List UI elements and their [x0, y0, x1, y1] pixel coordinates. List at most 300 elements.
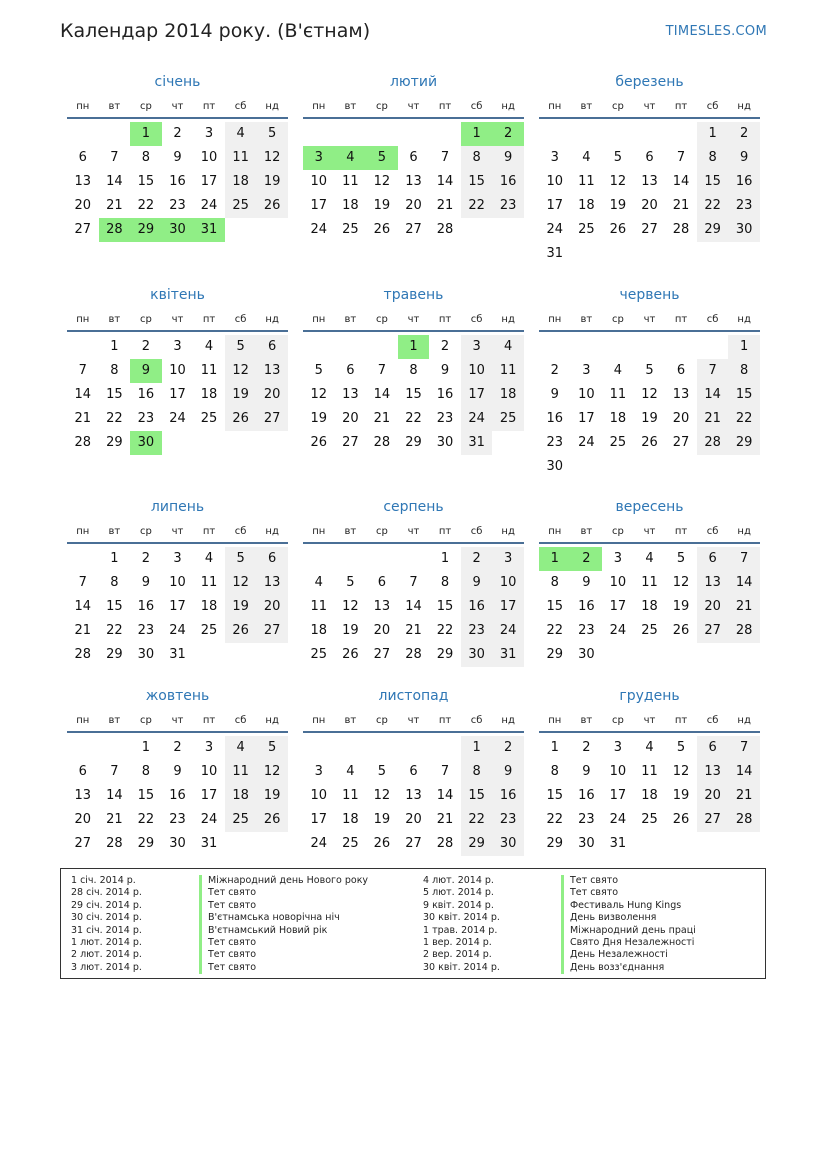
weekday-label: пн: [76, 715, 90, 726]
legend-date: 31 січ. 2014 р.: [71, 924, 142, 936]
legend-holiday-name: Тет свято: [199, 900, 368, 912]
day-cell: 24: [578, 435, 595, 450]
legend-date: 28 січ. 2014 р.: [71, 887, 142, 899]
day-cell: 21: [672, 198, 690, 213]
weekday-header: [303, 524, 524, 544]
empty-cell: [303, 736, 335, 760]
day-cell: 2: [550, 363, 559, 378]
day-cell: 3: [550, 150, 559, 165]
day-cell: 7: [728, 736, 760, 760]
month-name: січень: [154, 74, 201, 90]
weekday-label: сб: [470, 715, 483, 726]
month-name: листопад: [378, 688, 449, 704]
day-cell: 10: [492, 571, 524, 595]
day-cell: 31: [200, 836, 218, 851]
day-cell: 1: [110, 551, 119, 566]
day-cell: 18: [609, 411, 627, 426]
day-cell: 5: [346, 575, 355, 590]
holiday-day-cell: 31: [193, 218, 225, 242]
weekday-label: чт: [171, 715, 184, 726]
day-cell: 19: [225, 595, 257, 619]
weekday-label: вт: [108, 101, 121, 112]
day-cell: 12: [641, 387, 658, 402]
legend-holiday-name: День возз'єднання: [561, 962, 696, 974]
day-cell: 14: [436, 788, 454, 803]
month-name: березень: [615, 74, 684, 90]
day-cell: 6: [645, 150, 654, 165]
day-cell: 28: [728, 619, 760, 643]
day-cell: 12: [373, 174, 391, 189]
holiday-day-cell: 28: [99, 218, 131, 242]
day-cell: 2: [141, 551, 151, 566]
weekday-label: сб: [706, 314, 719, 325]
day-cell: 22: [546, 623, 564, 638]
legend-date: 30 квіт. 2014 р.: [423, 912, 500, 924]
empty-cell: [398, 736, 430, 760]
day-cell: 15: [546, 788, 564, 803]
weekday-label: вт: [580, 526, 593, 537]
day-cell: 8: [110, 575, 119, 590]
day-cell: 4: [346, 764, 355, 779]
day-cell: 24: [200, 198, 218, 213]
month-name: травень: [383, 287, 444, 303]
empty-cell: [665, 122, 697, 146]
day-cell: 9: [492, 760, 524, 784]
legend-holiday-name: В'єтнамська новорічна ніч: [199, 912, 368, 924]
day-cell: 7: [377, 363, 387, 378]
day-cell: 21: [436, 812, 454, 827]
day-cell: 4: [204, 551, 214, 566]
day-cell: 8: [461, 146, 493, 170]
day-cell: 11: [609, 387, 627, 402]
month-block: [539, 498, 760, 667]
day-cell: 21: [74, 411, 92, 426]
day-cell: 16: [461, 595, 493, 619]
weekday-label: пт: [202, 715, 216, 726]
day-grid: [539, 122, 760, 266]
day-cell: 3: [582, 363, 591, 378]
day-cell: 18: [578, 198, 595, 213]
day-cell: 17: [310, 812, 328, 827]
day-cell: 29: [546, 647, 564, 662]
day-cell: 27: [373, 647, 391, 662]
day-cell: 28: [672, 222, 690, 237]
legend-date: 2 лют. 2014 р.: [71, 949, 142, 961]
day-cell: 15: [137, 174, 155, 189]
day-cell: 11: [641, 575, 658, 590]
day-cell: 14: [74, 599, 92, 614]
weekday-label: чт: [643, 526, 656, 537]
day-cell: 9: [492, 146, 524, 170]
day-cell: 3: [204, 740, 214, 755]
day-cell: 28: [373, 435, 391, 450]
weekday-label: ср: [611, 526, 624, 537]
day-cell: 23: [492, 808, 524, 832]
day-cell: 18: [200, 599, 218, 614]
day-cell: 10: [461, 359, 493, 383]
day-cell: 28: [405, 647, 422, 662]
legend-holiday-name: Свято Дня Незалежності: [561, 937, 696, 949]
day-cell: 28: [436, 836, 454, 851]
legend-holiday-name: Міжнародний день Нового року: [199, 875, 368, 887]
weekday-label: ср: [139, 715, 152, 726]
empty-cell: [67, 335, 99, 359]
legend-dates-col-2: [423, 875, 500, 974]
legend-holiday-name: Тет свято: [199, 937, 368, 949]
day-cell: 30: [492, 832, 524, 856]
day-cell: 2: [582, 740, 591, 755]
weekday-label: сб: [234, 314, 247, 325]
day-cell: 25: [200, 623, 218, 638]
day-cell: 29: [546, 836, 564, 851]
month-name: лютий: [389, 74, 438, 90]
weekday-label: вт: [580, 101, 593, 112]
holiday-day-cell: 29: [130, 218, 162, 242]
day-cell: 22: [106, 411, 123, 426]
day-cell: 25: [310, 647, 328, 662]
day-cell: 20: [342, 411, 359, 426]
day-cell: 17: [200, 174, 218, 189]
empty-cell: [429, 122, 461, 146]
day-cell: 23: [546, 435, 564, 450]
empty-cell: [335, 736, 367, 760]
day-cell: 10: [310, 174, 328, 189]
weekday-label: сб: [706, 101, 719, 112]
day-cell: 11: [310, 599, 328, 614]
day-cell: 15: [106, 599, 123, 614]
day-cell: 27: [697, 808, 729, 832]
day-cell: 10: [546, 174, 564, 189]
day-cell: 7: [110, 150, 119, 165]
day-cell: 4: [613, 363, 623, 378]
day-cell: 22: [728, 407, 760, 431]
weekday-label: нд: [501, 101, 515, 112]
legend-holiday-name: В'єтнамський Новий рік: [199, 925, 368, 937]
weekday-label: пт: [674, 314, 688, 325]
day-cell: 5: [645, 363, 654, 378]
day-cell: 22: [405, 411, 422, 426]
day-cell: 11: [342, 788, 359, 803]
day-cell: 14: [74, 387, 92, 402]
weekday-label: ср: [611, 101, 624, 112]
day-grid: [67, 335, 288, 455]
day-cell: 24: [310, 836, 328, 851]
month-block: [539, 687, 760, 856]
legend-date: 5 лют. 2014 р.: [423, 887, 494, 899]
day-cell: 25: [225, 194, 257, 218]
day-cell: 28: [74, 647, 92, 662]
weekday-label: чт: [407, 101, 420, 112]
weekday-label: чт: [407, 526, 420, 537]
day-cell: 3: [492, 547, 524, 571]
empty-cell: [571, 335, 603, 359]
day-cell: 26: [225, 407, 257, 431]
weekday-header: [67, 713, 288, 733]
empty-cell: [398, 547, 430, 571]
day-cell: 24: [169, 623, 186, 638]
day-cell: 22: [436, 623, 454, 638]
day-cell: 13: [74, 174, 92, 189]
weekday-label: пт: [438, 314, 452, 325]
day-cell: 3: [314, 764, 323, 779]
weekday-label: ср: [375, 715, 388, 726]
day-cell: 17: [546, 198, 564, 213]
day-cell: 17: [169, 599, 186, 614]
day-cell: 19: [310, 411, 328, 426]
month-name: липень: [150, 499, 205, 515]
weekday-label: сб: [706, 715, 719, 726]
day-cell: 13: [641, 174, 658, 189]
weekday-label: пн: [548, 526, 562, 537]
day-cell: 11: [200, 363, 218, 378]
day-cell: 27: [405, 836, 422, 851]
site-link[interactable]: TIMESLES.COM: [665, 24, 767, 39]
day-cell: 2: [141, 339, 151, 354]
weekday-label: ср: [611, 314, 624, 325]
day-cell: 26: [672, 812, 690, 827]
empty-cell: [602, 335, 634, 359]
month-block: [539, 286, 760, 479]
day-cell: 16: [169, 788, 186, 803]
day-cell: 27: [672, 435, 690, 450]
day-cell: 26: [373, 222, 391, 237]
day-cell: 18: [641, 599, 658, 614]
weekday-label: вт: [580, 715, 593, 726]
day-cell: 7: [728, 547, 760, 571]
day-cell: 22: [546, 812, 564, 827]
day-cell: 30: [461, 643, 493, 667]
empty-cell: [539, 335, 571, 359]
day-cell: 13: [256, 571, 288, 595]
day-cell: 20: [697, 595, 729, 619]
weekday-header: [539, 312, 760, 332]
day-cell: 16: [728, 170, 760, 194]
day-cell: 7: [78, 363, 87, 378]
day-cell: 22: [137, 198, 155, 213]
day-grid: [303, 335, 524, 455]
weekday-label: ср: [611, 715, 624, 726]
day-cell: 14: [373, 387, 391, 402]
day-cell: 12: [256, 146, 288, 170]
legend-date: 1 вер. 2014 р.: [423, 936, 492, 948]
day-cell: 26: [342, 647, 359, 662]
day-cell: 30: [546, 459, 564, 474]
day-cell: 2: [173, 126, 182, 141]
weekday-label: пн: [548, 101, 562, 112]
month-block: [303, 687, 524, 856]
day-cell: 13: [697, 760, 729, 784]
legend-date: 4 лют. 2014 р.: [423, 875, 494, 886]
weekday-label: пн: [76, 526, 90, 537]
day-cell: 2: [173, 740, 182, 755]
day-cell: 13: [342, 387, 359, 402]
weekday-header: [539, 99, 760, 119]
day-cell: 11: [492, 359, 524, 383]
day-cell: 27: [256, 407, 288, 431]
day-cell: 6: [256, 547, 288, 571]
weekday-label: нд: [737, 314, 751, 325]
day-cell: 8: [550, 764, 559, 779]
legend-date: 30 січ. 2014 р.: [71, 912, 142, 924]
day-cell: 18: [342, 812, 359, 827]
day-cell: 14: [106, 174, 123, 189]
weekday-label: нд: [265, 101, 279, 112]
day-cell: 12: [225, 571, 257, 595]
day-cell: 9: [173, 150, 182, 165]
day-cell: 24: [546, 222, 564, 237]
day-cell: 2: [440, 339, 450, 354]
empty-cell: [366, 335, 398, 359]
day-cell: 19: [225, 383, 257, 407]
day-cell: 17: [461, 383, 493, 407]
day-cell: 7: [697, 359, 729, 383]
legend-names-col-1: [199, 875, 368, 974]
weekday-label: сб: [470, 314, 483, 325]
day-cell: 29: [461, 832, 493, 856]
day-cell: 12: [672, 575, 690, 590]
day-cell: 19: [256, 784, 288, 808]
day-cell: 25: [342, 222, 359, 237]
legend-holiday-name: Міжнародний день праці: [561, 925, 696, 937]
day-cell: 9: [461, 571, 493, 595]
legend-date: 1 трав. 2014 р.: [423, 924, 498, 936]
day-cell: 17: [609, 599, 627, 614]
weekday-label: пн: [312, 715, 326, 726]
day-cell: 26: [373, 836, 391, 851]
weekday-label: вт: [108, 526, 121, 537]
legend-date: 9 квіт. 2014 р.: [423, 899, 494, 911]
empty-cell: [303, 122, 335, 146]
weekday-label: вт: [344, 526, 357, 537]
weekday-header: [303, 312, 524, 332]
day-cell: 30: [578, 836, 595, 851]
day-cell: 6: [676, 363, 686, 378]
day-cell: 1: [440, 551, 450, 566]
day-cell: 7: [440, 764, 450, 779]
weekday-label: нд: [265, 715, 279, 726]
month-block: [67, 687, 288, 856]
weekday-label: вт: [108, 715, 121, 726]
day-cell: 21: [697, 407, 729, 431]
day-cell: 15: [546, 599, 564, 614]
day-cell: 11: [200, 575, 218, 590]
day-cell: 19: [672, 599, 690, 614]
month-name: серпень: [383, 499, 444, 515]
day-cell: 14: [728, 571, 760, 595]
day-cell: 26: [310, 435, 328, 450]
day-cell: 10: [609, 764, 627, 779]
day-cell: 26: [256, 194, 288, 218]
day-cell: 26: [641, 435, 658, 450]
weekday-label: вт: [344, 314, 357, 325]
legend-holiday-name: Тет свято: [199, 949, 368, 961]
day-cell: 4: [645, 740, 654, 755]
day-cell: 20: [672, 411, 690, 426]
month-name: вересень: [615, 499, 684, 515]
day-cell: 21: [74, 623, 92, 638]
empty-cell: [335, 335, 367, 359]
day-cell: 6: [697, 736, 729, 760]
empty-cell: [335, 122, 367, 146]
weekday-label: ср: [139, 526, 152, 537]
empty-cell: [665, 335, 697, 359]
day-cell: 4: [582, 150, 591, 165]
holiday-day-cell: 4: [335, 146, 367, 170]
day-cell: 4: [204, 339, 214, 354]
weekday-label: вт: [344, 101, 357, 112]
day-cell: 11: [225, 760, 257, 784]
day-cell: 18: [492, 383, 524, 407]
day-cell: 31: [169, 647, 186, 662]
day-cell: 22: [697, 194, 729, 218]
day-cell: 25: [609, 435, 627, 450]
weekday-label: сб: [470, 101, 483, 112]
day-cell: 15: [405, 387, 422, 402]
day-cell: 5: [256, 736, 288, 760]
day-cell: 10: [169, 363, 186, 378]
weekday-label: пт: [438, 526, 452, 537]
day-cell: 6: [409, 150, 418, 165]
day-cell: 21: [106, 198, 123, 213]
day-cell: 19: [641, 411, 658, 426]
legend-date: 3 лют. 2014 р.: [71, 961, 142, 973]
legend-holiday-name: День визволення: [561, 912, 696, 924]
day-cell: 10: [169, 575, 186, 590]
day-cell: 16: [436, 387, 454, 402]
day-cell: 9: [582, 575, 591, 590]
day-cell: 2: [461, 547, 493, 571]
weekday-label: нд: [501, 526, 515, 537]
month-block: [539, 73, 760, 266]
weekday-label: нд: [265, 314, 279, 325]
day-cell: 29: [137, 836, 155, 851]
empty-cell: [602, 122, 634, 146]
weekday-label: сб: [234, 715, 247, 726]
day-cell: 12: [373, 788, 391, 803]
holiday-day-cell: 30: [130, 431, 162, 455]
day-cell: 24: [310, 222, 328, 237]
day-cell: 1: [697, 122, 729, 146]
day-cell: 10: [200, 764, 218, 779]
empty-cell: [539, 122, 571, 146]
day-cell: 18: [225, 170, 257, 194]
weekday-header: [303, 713, 524, 733]
weekday-label: ср: [375, 526, 388, 537]
day-cell: 26: [672, 623, 690, 638]
day-cell: 6: [697, 547, 729, 571]
day-cell: 18: [200, 387, 218, 402]
day-cell: 15: [697, 170, 729, 194]
day-cell: 18: [310, 623, 328, 638]
weekday-label: нд: [265, 526, 279, 537]
day-grid: [539, 335, 760, 479]
day-cell: 20: [256, 595, 288, 619]
legend-holiday-name: Тет свято: [199, 887, 368, 899]
day-cell: 5: [225, 547, 257, 571]
day-cell: 13: [405, 174, 422, 189]
day-cell: 6: [346, 363, 355, 378]
day-cell: 3: [173, 551, 182, 566]
empty-cell: [303, 335, 335, 359]
day-cell: 27: [641, 222, 658, 237]
day-cell: 20: [74, 812, 92, 827]
day-cell: 29: [106, 435, 123, 450]
day-cell: 30: [728, 218, 760, 242]
empty-cell: [398, 122, 430, 146]
day-cell: 25: [342, 836, 359, 851]
day-cell: 12: [342, 599, 359, 614]
weekday-label: сб: [234, 526, 247, 537]
